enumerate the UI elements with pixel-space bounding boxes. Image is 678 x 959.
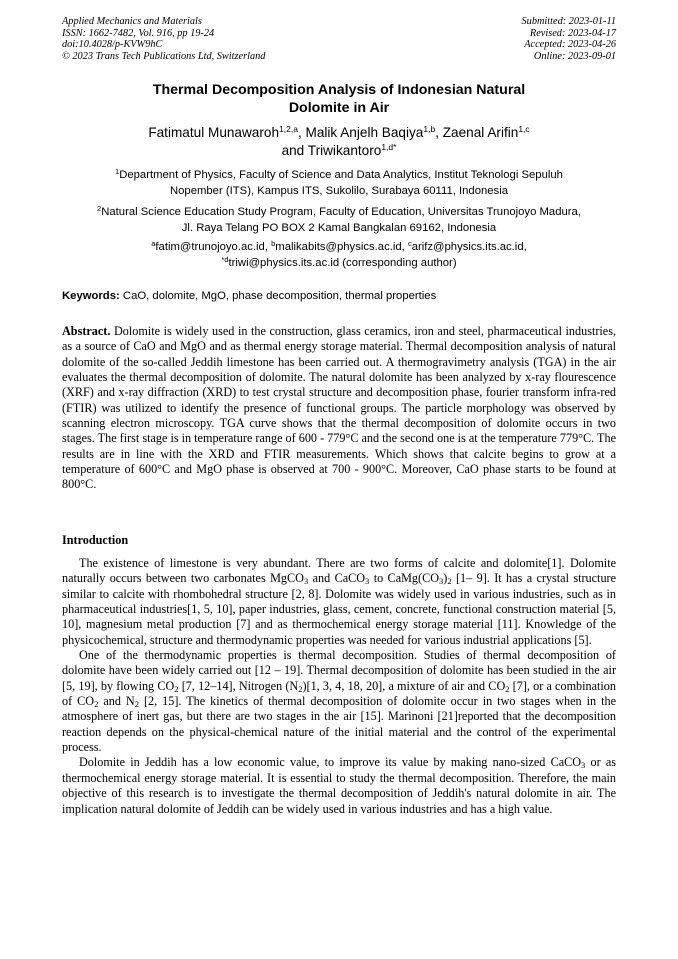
author-name: , Zaenal Arifin [435, 125, 519, 140]
accepted-date: Accepted: 2023-04-26 [524, 39, 616, 51]
introduction-body [62, 556, 616, 817]
intro-paragraph-3 [62, 755, 616, 816]
emails-line-1 [62, 239, 616, 255]
title-line-1: Thermal Decomposition Analysis of Indonesian Natural [152, 82, 526, 98]
section-heading-introduction: Introduction [62, 533, 129, 547]
email-list [62, 239, 616, 271]
intro-paragraph-2 [62, 648, 616, 755]
text-run: )[1, 3, 4, 18, 20], a mixture of air and CO [302, 678, 506, 693]
author-name: and Triwikantoro [281, 142, 382, 158]
email-mark: *d [221, 255, 229, 265]
affiliation-2-line-2: Jl. Raya Telang PO BOX 2 Kamal Bangkalan 69162, Indonesia [181, 222, 497, 235]
text-run: [2, 15]. The kinetics of thermal decomposition of dolomite occur in two stages when in the atmosphere of inert gas, but there are two stages in the air [15]. Marinoni [21]reported that the decomposition reaction depends on the physical-chemical nature of the initial material and the control of the experimental process. [62, 694, 616, 755]
paper-title [62, 82, 616, 117]
author-name: , Malik Anjelh Baqiya [297, 125, 424, 140]
affiliation-1-line-1 [62, 167, 616, 183]
abstract-label: Abstract. [62, 324, 111, 338]
revised-date: Revised: 2023-04-17 [529, 27, 616, 39]
text-run: Dolomite in Jeddih has a low economic value, to improve its value by making nano-sized CaCO [79, 755, 582, 770]
authors-line-1 [62, 124, 616, 142]
affiliation-mark: 2 [97, 204, 102, 213]
keywords [62, 289, 616, 304]
subscript: 2 [94, 699, 99, 710]
text-run: ) [443, 571, 448, 586]
text-run: One of the thermodynamic properties is thermal decomposition. Studies of thermal decomposition of dolomite have been widely carried out [12 – 19]. Thermal decomposition of dolomite has been studied in the air [5, 19], by flowing CO [62, 648, 616, 693]
text-run: The existence of limestone is very abundant. There are two forms of calcite and dolomite[1]. Dolomite naturally occurs between two carbonates MgCO [62, 556, 616, 586]
affiliation-1 [62, 167, 616, 199]
subscript: 2 [134, 699, 139, 710]
text-run: [7], or a combination of CO [62, 678, 616, 709]
emails-line-2 [62, 255, 616, 271]
text-run: and CaCO [308, 571, 366, 586]
author-affil-mark: 1,d* [381, 141, 397, 152]
subscript: 2 [505, 683, 510, 694]
journal-header-right [522, 16, 616, 62]
affiliation-2-line-1 [62, 204, 616, 220]
subscript: 2 [174, 683, 179, 694]
abstract-text: Dolomite is widely used in the construction, glass ceramics, iron and steel, pharmaceutical industries, as a source of CaO and MgO and as thermal energy storage material. Thermal decomposition analysis of natural dolomite of the so-called Jeddih limestone has been carried out. A thermogravimetry analysis (TGA) in the air evaluates the thermal decomposition of dolomite. The natural dolomite has been analyzed by x-ray flourescence (XRF) and x-ray diffraction (XRD) to test crystal structure and decomposition phase, fourier transform infra-red (FTIR) was utilized to identify the presence of functional groups. The particle morphology was observed by scanning electron microscopy. TGA curve shows that the thermal decomposition of dolomite occurs in two stages. The first stage is in temperature range of 600 - 779°C and the second one is at the temperature 779°C. The results are in line with the XRD and FTIR measurements. Which shows that calcite begins to grow at a temperature of 600°C and MgO phase is observed at 700 - 900°C. Moreover, CaO phase starts to be found at 800°C. [62, 324, 616, 492]
author-affil-mark: 1,c [518, 124, 530, 134]
title-line-2: Dolomite in Air [288, 99, 390, 116]
text-run: [7, 12–14], Nitrogen (N [178, 678, 299, 693]
journal-name: Applied Mechanics and Materials [62, 16, 202, 27]
keywords-label: Keywords: [62, 290, 120, 302]
journal-header-left [62, 16, 265, 62]
keywords-text: CaO, dolomite, MgO, phase decomposition, thermal properties [119, 290, 437, 302]
subscript: 3 [303, 576, 309, 587]
submitted-date: Submitted: 2023-01-11 [521, 16, 616, 27]
email-link[interactable]: triwi@physics.its.ac.id (corresponding author) [228, 257, 457, 270]
text-run: [1– 9]. It has a crystal structure similar to calcite with rhombohedral structure [2, 8]. Dolomite was widely used in various industries, such as in pharmaceutical industries[1, 5, 10], paper industries, glass, cement, concrete, functional construction material [5, 10], magnesium metal production [7] and as thermochemical energy storage material [11]. Knowledge of the physicochemical, structure and thermodynamic properties was needed for various industrial applications [5]. [62, 571, 617, 647]
email-mark: b [271, 239, 276, 248]
copyright: © 2023 Trans Tech Publications Ltd, Switzerland [62, 50, 266, 62]
affiliation-text: Natural Science Education Study Program, Faculty of Education, Universitas Trunojoyo Madura, [101, 206, 581, 218]
issn: ISSN: 1662-7482, Vol. 916, pp 19-24 [62, 27, 215, 39]
subscript: 3 [439, 576, 444, 587]
text-run: to CaMg(CO [369, 571, 440, 586]
text-run: and N [98, 694, 135, 709]
affiliation-text: Department of Physics, Faculty of Science and Data Analytics, Institut Teknologi Sepuluh [119, 169, 563, 181]
subscript: 3 [581, 760, 586, 771]
intro-paragraph-1 [62, 556, 616, 648]
doi[interactable]: doi:10.4028/p-KVW9hC [62, 39, 163, 51]
email-link[interactable]: malikabits@physics.ac.id, [275, 241, 408, 253]
author-list [62, 124, 616, 159]
affiliation-2 [62, 204, 616, 236]
abstract [62, 324, 616, 493]
text-run: or as thermochemical energy storage material. It is essential to study the thermal decomposition. Therefore, the main objective of this research is to investigate the thermal decomposition of Jeddih's natural dolomite in air. The implication natural dolomite of Jeddih can be widely used in various industries and has a high value. [62, 755, 616, 816]
author-affil-mark: 1,b [423, 124, 436, 134]
email-link[interactable]: fatim@trunojoyo.ac.id, [155, 241, 272, 253]
subscript: 2 [447, 576, 452, 587]
affiliation-1-line-2: Nopember (ITS), Kampus ITS, Sukolilo, Surabaya 60111, Indonesia [169, 185, 509, 198]
online-date: Online: 2023-09-01 [533, 50, 616, 62]
affiliation-mark: 1 [115, 167, 120, 176]
author-affil-mark: 1,2,a [279, 124, 298, 134]
authors-line-2 [62, 142, 616, 160]
email-mark: c [407, 239, 412, 248]
subscript: 2 [298, 683, 303, 694]
email-link[interactable]: arifz@physics.its.ac.id, [411, 241, 527, 253]
email-mark: a [151, 239, 156, 248]
subscript: 3 [365, 576, 370, 587]
author-name: Fatimatul Munawaroh [148, 125, 280, 140]
